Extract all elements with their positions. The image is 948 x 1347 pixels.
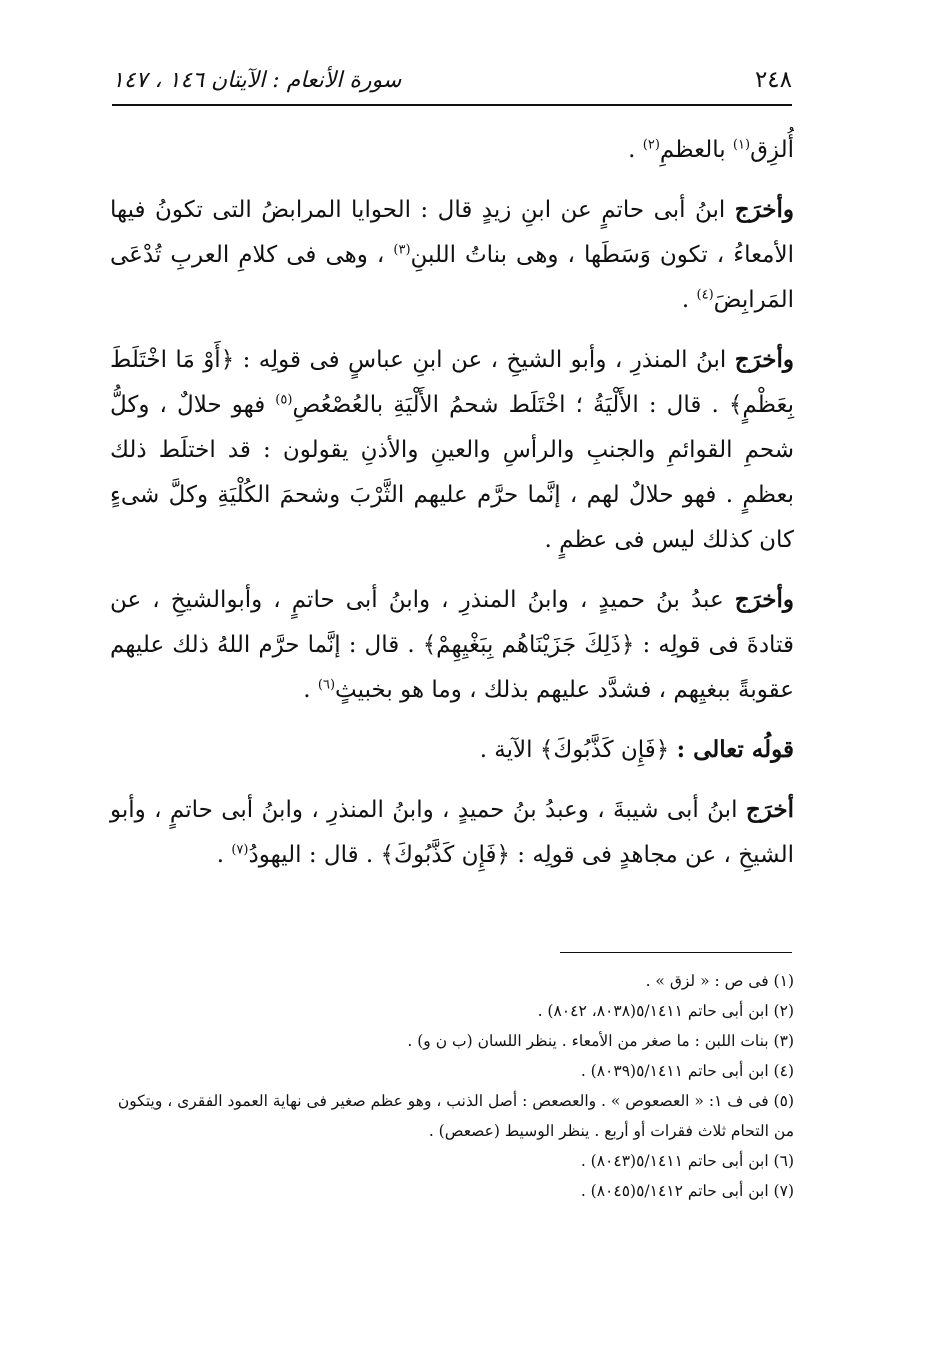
footnote-4: (٤) ابن أبى حاتم ٥/١٤١١(٨٠٣٩) . bbox=[580, 1062, 794, 1080]
paragraph-5 bbox=[110, 787, 794, 878]
text-run: . bbox=[681, 287, 697, 313]
text-run: عبدُ بنُ حميدٍ ، وابنُ المنذرِ ، وابنُ أبى حاتمٍ ، وأبوالشيخِ ، عن قتادةَ فى قولِه : ﴿ذَلِكَ جَزَيْنَاهُم بِبَغْيِهِمْ﴾ . قال : إنَّما حرَّم اللهُ ذلك عليهم عقوبةً ببغيِهم ، فشدَّد عليهم بذلك ، وما هو بخبيثٍ bbox=[110, 587, 794, 703]
footnote-ref: (٥) bbox=[275, 392, 293, 408]
header-rule bbox=[112, 104, 792, 106]
footnote-ref: (٧) bbox=[231, 842, 249, 858]
heading-label: قولُه تعالى : bbox=[676, 736, 794, 763]
paragraph-4 bbox=[110, 577, 794, 713]
footnote-6: (٦) ابن أبى حاتم ٥/١٤١١(٨٠٤٣) . bbox=[580, 1152, 794, 1170]
footnote-2: (٢) ابن أبى حاتم ٥/١٤١١(٨٠٣٨، ٨٠٤٢) . bbox=[537, 1002, 794, 1020]
footnotes bbox=[110, 966, 794, 1206]
footnote-ref: (٣) bbox=[393, 242, 411, 258]
page-number: ٢٤٨ bbox=[754, 67, 792, 93]
main-text bbox=[110, 128, 794, 892]
footnote-rule bbox=[560, 952, 792, 953]
lead-word: وأخرَج bbox=[734, 346, 794, 373]
footnote-ref: (١) bbox=[732, 137, 751, 153]
text-run: ﴿فَإِن كَذَّبُوكَ﴾ الآية . bbox=[479, 737, 677, 763]
text-run: فهو حلالٌ ، وكلُّ شحمِ القوائمِ والجنبِ والرأسِ والعينِ والأذنِ يقولون : قد اختلَط ذلك بعظمٍ . فهو حلالٌ لهم ، إنَّما حرَّم عليهم الثَّرْبَ وشحمَ الكُلْيَةِ وكلَّ شىءٍ كان كذلك ليس فى عظمٍ . bbox=[110, 392, 794, 553]
footnote-7: (٧) ابن أبى حاتم ٥/١٤١٢(٨٠٤٥) . bbox=[580, 1182, 794, 1200]
text-run: . bbox=[303, 677, 318, 703]
paragraph-2 bbox=[110, 187, 794, 323]
footnote-ref: (٤) bbox=[696, 287, 714, 303]
text-run: . bbox=[216, 842, 232, 868]
footnote-ref: (٦) bbox=[317, 677, 336, 693]
text-run: . bbox=[628, 137, 643, 163]
verse-heading bbox=[110, 727, 794, 773]
text-run: ابنُ أبى شيبةَ ، وعبدُ بنُ حميدٍ ، وابنُ المنذرِ ، وابنُ أبى حاتمٍ ، وأبو الشيخِ ، عن مجاهدٍ فى قولِه : ﴿فَإِن كَذَّبُوكَ﴾ . قال : اليهودُ bbox=[110, 797, 794, 868]
text-run: بالعظمِ bbox=[659, 137, 733, 163]
text-run: أُلزِق bbox=[750, 137, 794, 163]
paragraph-3 bbox=[110, 337, 794, 563]
lead-word: وأخرَج bbox=[734, 196, 794, 223]
lead-word: وأخرَج bbox=[734, 586, 794, 613]
running-title: سورة الأنعام : الآيتان ١٤٦ ، ١٤٧ bbox=[112, 67, 402, 93]
page-header bbox=[112, 58, 792, 102]
footnote-3: (٣) بنات اللبن : ما صغر من الأمعاء . ينظر اللسان (ب ن و) . bbox=[407, 1032, 794, 1050]
footnote-5: (٥) فى ف ١: « العصعوص » . والعصعص : أصل الذنب ، وهو عظم صغير فى نهاية العمود الفقرى ، ويتكون من التحام ثلاث فقرات أو أربع . ينظر الوسيط (عصعص) . bbox=[117, 1092, 794, 1140]
footnote-ref: (٢) bbox=[642, 137, 660, 153]
footnote-1: (١) فى ص : « لزق » . bbox=[645, 972, 794, 990]
text-run: ابنُ المنذرِ ، وأبو الشيخِ ، عن ابنِ عباسٍ فى قولِه : ﴿أَوْ مَا اخْتَلَطَ بِعَظْمٍ﴾ . قال : الأَلْيَةُ ؛ اخْتَلَط شحمُ الأَلْيَةِ بالعُصْعُصِ bbox=[110, 347, 794, 418]
text-run: ، وهى فى كلامِ العربِ تُدْعَى المَرابِضَ bbox=[110, 242, 794, 313]
text-run: ابنُ أبى حاتمٍ عن ابنِ زيدٍ قال : الحوايا المرابضُ التى تكونُ فيها الأمعاءُ ، تكون وَسَطَها ، وهى بناتُ اللبنِ bbox=[110, 197, 795, 268]
paragraph-1 bbox=[110, 128, 794, 173]
lead-word: أخرَج bbox=[745, 796, 794, 823]
